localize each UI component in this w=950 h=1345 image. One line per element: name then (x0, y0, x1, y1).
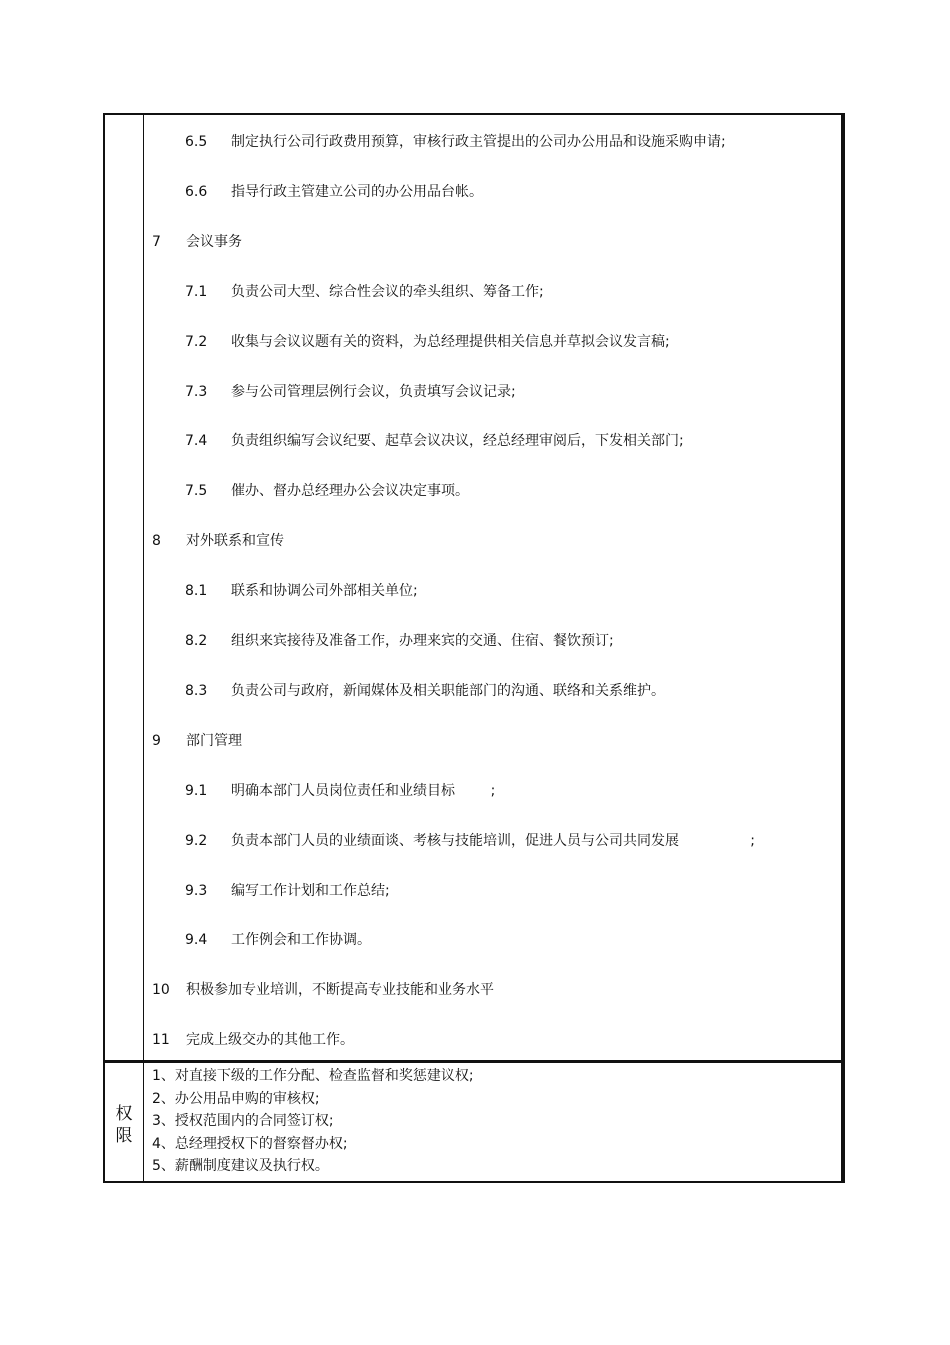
duty-section (152, 532, 284, 550)
duty-text: 完成上级交办的其他工作。 (186, 1032, 354, 1049)
duties-label-cell (105, 115, 144, 1060)
duty-item (185, 882, 390, 900)
duty-number: 9.2 (185, 832, 208, 849)
duty-item (185, 582, 418, 600)
duty-text: 工作例会和工作协调。 (231, 932, 371, 949)
duty-number: 9.3 (185, 882, 208, 899)
duties-row (105, 115, 841, 1060)
authority-label-char: 限 (115, 1126, 133, 1146)
duty-text: 负责本部门人员的业绩面谈、考核与技能培训，促进人员与公司共同发展 ; (231, 832, 755, 849)
duty-text: 参与公司管理层例行会议，负责填写会议记录; (231, 383, 516, 400)
duty-text: 积极参加专业培训，不断提高专业技能和业务水平 (186, 982, 494, 999)
duty-item (185, 133, 726, 151)
duty-number: 8 (152, 533, 161, 550)
duty-text: 催办、督办总经理办公会议决定事项。 (231, 483, 469, 500)
duty-item (185, 931, 371, 949)
duty-item (185, 383, 516, 401)
duty-item (185, 632, 614, 650)
duty-item (185, 782, 495, 800)
authority-row (105, 1060, 841, 1181)
duty-item (185, 832, 755, 850)
authority-label-char: 权 (115, 1104, 133, 1124)
duty-number: 10 (152, 982, 170, 999)
duty-number: 8.2 (185, 633, 208, 649)
authority-item: 1、对直接下级的工作分配、检查监督和奖惩建议权; (152, 1068, 474, 1084)
duty-number: 9.1 (185, 782, 208, 799)
duty-number: 7.3 (185, 383, 208, 400)
duty-number: 9.4 (185, 932, 208, 949)
duty-number: 7 (152, 233, 161, 250)
duty-text: 负责公司大型、综合性会议的牵头组织、筹备工作; (231, 283, 544, 300)
duty-number: 11 (152, 1032, 170, 1049)
duty-text: 负责组织编写会议纪要、起草会议决议，经总经理审阅后，下发相关部门; (231, 433, 684, 450)
authority-item: 4、总经理授权下的督察督办权; (152, 1135, 348, 1152)
duty-number: 9 (152, 732, 161, 749)
duty-text: 明确本部门人员岗位责任和业绩目标 ; (231, 782, 496, 799)
duty-text: 组织来宾接待及准备工作，办理来宾的交通、住宿、餐饮预订; (231, 633, 614, 649)
duty-item (185, 183, 483, 201)
duty-item (185, 432, 684, 450)
duty-item (185, 482, 469, 500)
duty-number: 7.2 (185, 333, 208, 350)
duty-section (152, 233, 242, 251)
duty-text: 会议事务 (186, 233, 242, 250)
authority-item: 3、授权范围内的合同签订权; (152, 1113, 334, 1129)
duty-section (152, 1031, 354, 1049)
duty-number: 8.1 (185, 583, 208, 600)
duty-number: 7.5 (185, 483, 208, 500)
duty-item (185, 333, 670, 351)
duty-section (152, 981, 494, 999)
duty-text: 部门管理 (186, 732, 242, 749)
authority-content-cell (144, 1063, 841, 1181)
duty-item (185, 682, 665, 700)
duty-text: 负责公司与政府，新闻媒体及相关职能部门的沟通、联络和关系维护。 (231, 682, 665, 699)
duty-text: 制定执行公司行政费用预算，审核行政主管提出的公司办公用品和设施采购申请; (231, 134, 726, 150)
duty-text: 指导行政主管建立公司的办公用品台帐。 (231, 183, 483, 200)
duty-number: 7.4 (185, 433, 208, 450)
duty-number: 6.5 (185, 134, 208, 150)
duty-text: 编写工作计划和工作总结; (231, 882, 390, 899)
duty-text: 联系和协调公司外部相关单位; (231, 583, 418, 600)
job-description-table (103, 113, 845, 1183)
duty-number: 6.6 (185, 183, 208, 200)
duty-section (152, 732, 242, 750)
duties-content-cell (144, 115, 841, 1060)
duty-text: 收集与会议议题有关的资料，为总经理提供相关信息并草拟会议发言稿; (231, 333, 670, 350)
duty-text: 对外联系和宣传 (186, 533, 284, 550)
duty-number: 8.3 (185, 682, 208, 699)
duty-number: 7.1 (185, 283, 208, 300)
authority-item: 5、薪酬制度建议及执行权。 (152, 1158, 329, 1174)
authority-label-cell (105, 1063, 144, 1181)
authority-item: 2、办公用品申购的审核权; (152, 1090, 320, 1107)
duty-item (185, 283, 544, 301)
